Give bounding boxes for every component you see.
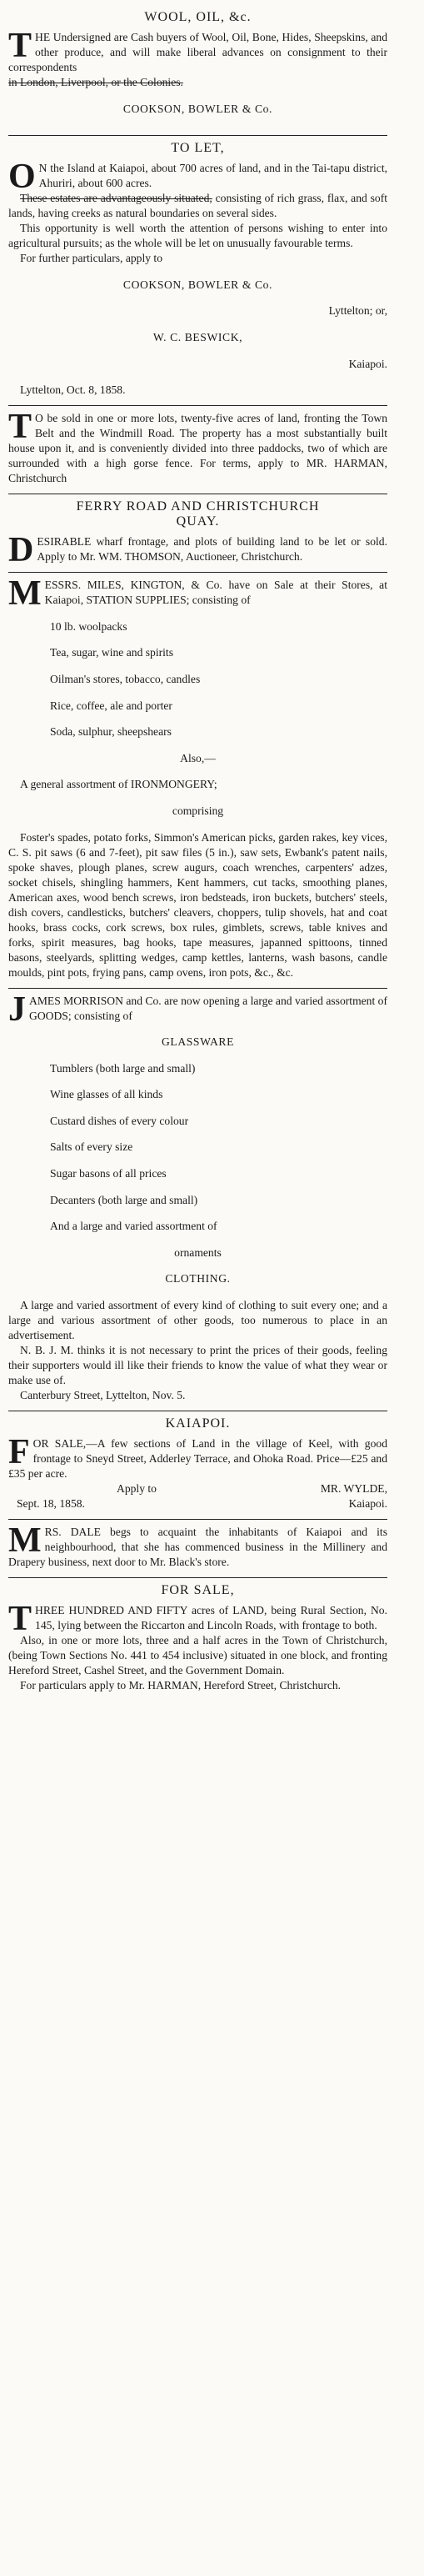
divider (8, 1519, 387, 1520)
divider (8, 1577, 387, 1578)
list-item: ornaments (174, 1245, 222, 1259)
ad-date: Sept. 18, 1858. (17, 1497, 85, 1511)
ad-body: Foster's spades, potato forks, Simmon's American picks, garden rakes, key vices, C. S. pit saws (6 and 7-feet), pit saw files (5 in.), saw sets, Ewbank's patent nails, spoke shaves, plough planes, screw augurs, coach wrenches, carpenters' adzes, socket chisels, shingling hammers, Kent hammers, cut tacks, smoothing planes, American axes, wood bench screws, iron bedsteads, iron buckets, butchers' steels, dish covers, candlesticks, butchers' cleavers, choppers, tulip shovels, hat and coat hooks, brass cocks, cork screws, box rules, gimblets, screws, table knives and forks, spirit measures, bag hooks, tape measures, japanned spittoons, tinned basons, steelyards, splitting wedges, camp kettles, lanterns, wash basons, candle moulds, pint pots, frying pans, camp ovens, iron pots, &c., &c. (8, 830, 387, 979)
ad-land-for-sale (8, 408, 387, 489)
ad-body: A large and varied assortment of every kind of clothing to suit every one; and a large and various assortment of other goods, too numerous to place in an advertisement. (8, 1299, 387, 1342)
list-item: Tumblers (both large and small) (50, 1061, 196, 1075)
ad-signature: W. C. BESWICK, (152, 330, 243, 343)
ad-intro: JAMES MORRISON and Co. are now opening a large and varied assortment of GOODS; consisting of (8, 990, 387, 1029)
list-item: Wine glasses of all kinds (50, 1088, 163, 1101)
ad-heading: KAIAPOI. (165, 1416, 231, 1431)
ad-struck-line: in London, Liverpool, or the Colonies. (8, 76, 183, 88)
ad-signature-place: Lyttelton; or, (328, 304, 387, 318)
ad-signature: MR. WYLDE, (320, 1482, 387, 1496)
ad-body-text: consisting of rich grass, flax, and soft lands, having creeks as natural boundaries on several sides. (8, 192, 387, 220)
list-item: Sugar basons of all prices (50, 1167, 167, 1180)
list-item: Oilman's stores, tobacco, candles (50, 672, 201, 685)
ad-ferry-road (8, 499, 387, 570)
ad-apply: Apply to (117, 1482, 157, 1496)
ad-body: FOR SALE,—A few sections of Land in the village of Keel, with good frontage to Sneyd Street, Adderley Terrace, and Ohoka Road. Price—£25 and £35 per acre. (8, 1433, 387, 1481)
ad-body: ON the Island at Kaiapoi, about 700 acres of land, and in the Tai-tapu district, Ahuriri, about 600 acres. (8, 158, 387, 197)
ad-heading: FOR SALE, (161, 1583, 235, 1598)
ad-date: Lyttelton, Oct. 8, 1858. (20, 383, 126, 397)
ad-miles-kington (8, 574, 387, 982)
ad-body: THE Undersigned are Cash buyers of Wool, Oil, Bone, Hides, Sheepskins, and other produce, and will make liberal advances on consignment to their correspondents (8, 27, 387, 73)
divider (8, 135, 387, 136)
ad-body: Also, in one or more lots, three and a half acres in the Town of Christchurch, (being Town Sections No. 441 to 454 inclusive) situated in one block, and fronting Hereford Street, Cashel Street, and the Government Domain. (8, 1634, 387, 1677)
ad-intro: MESSRS. MILES, KINGTON, & Co. have on Sale at their Stores, at Kaiapoi, STATION SUPPLIES; consisting of (8, 574, 387, 614)
ad-kaiapoi (8, 1416, 387, 1514)
ad-to-let (8, 141, 387, 400)
list-item: And a large and varied assortment of (50, 1220, 217, 1233)
ad-body: MRS. DALE begs to acquaint the inhabitants of Kaiapoi and its neighbourhood, that she has commenced business in the Millinery and Drapery business, next door to Mr. Black's store. (8, 1521, 387, 1569)
ad-date-line (8, 1496, 387, 1511)
divider (8, 988, 387, 989)
ad-body: For particulars apply to Mr. HARMAN, Hereford Street, Christchurch. (20, 1679, 342, 1692)
ad-apply: For further particulars, apply to (20, 252, 163, 265)
ad-signature-place: Kaiapoi. (348, 1497, 387, 1511)
ad-heading: WOOL, OIL, &c. (144, 10, 252, 24)
ad-body: A general assortment of IRONMONGERY; (20, 778, 217, 791)
ad-body: DESIRABLE wharf frontage, and plots of building land to be let or sold. Apply to Mr. WM. THOMSON, Auctioneer, Christchurch. (8, 531, 387, 570)
advertisement-column (8, 5, 387, 1696)
list-item: Soda, sulphur, sheepshears (50, 725, 172, 739)
list-item: 10 lb. woolpacks (50, 619, 127, 633)
ad-body: THREE HUNDRED AND FIFTY acres of LAND, being Rural Section, No. 145, lying between the Riccarton and Lincoln Roads, with frontage to both. (8, 1600, 387, 1639)
ad-body: This opportunity is well worth the attention of persons wishing to enter into agricultural pursuits; as the whole will be let on unusually favourable terms. (8, 222, 387, 250)
ad-james-morrison (8, 990, 387, 1406)
list-item: Decanters (both large and small) (50, 1193, 198, 1206)
ad-body: TO be sold in one or more lots, twenty-five acres of land, fronting the Town Belt and the Windmill Road. The property has a most substantially built house upon it, and is conveniently divided into three paddocks, two of which are surrounded with a high gorse fence. For terms, apply to MR. HARMAN, Christchurch (8, 408, 387, 485)
ad-subheading: Also,— (180, 751, 216, 764)
ad-body (8, 191, 387, 221)
list-item: Custard dishes of every colour (50, 1114, 189, 1127)
ad-heading: QUAY. (176, 514, 220, 529)
ad-signature-place: Kaiapoi. (348, 357, 387, 370)
list-item: Rice, coffee, ale and porter (50, 699, 172, 712)
ad-apply-line (8, 1481, 387, 1496)
ad-heading: FERRY ROAD AND CHRISTCHURCH (76, 499, 320, 514)
ad-date: Canterbury Street, Lyttelton, Nov. 5. (20, 1389, 186, 1402)
list-item: Tea, sugar, wine and spirits (50, 646, 173, 659)
divider (8, 572, 387, 573)
ad-struck-text: These estates are advantageously situated, (20, 192, 212, 205)
ad-heading: TO LET, (171, 141, 225, 156)
divider (8, 405, 387, 406)
list-item: Salts of every size (50, 1140, 133, 1154)
ad-subheading: GLASSWARE (162, 1035, 234, 1049)
ad-signature: COOKSON, BOWLER & Co. (122, 102, 273, 115)
ad-wool-oil (8, 10, 387, 130)
ad-subheading: comprising (172, 804, 224, 817)
ad-subheading: CLOTHING. (165, 1272, 231, 1285)
ad-mrs-dale (8, 1521, 387, 1572)
ad-body: N. B. J. M. thinks it is not necessary to print the prices of their goods, feeling their supporters would ill like their friends to know the value of what they wear or make use of. (8, 1344, 387, 1387)
ad-for-sale (8, 1583, 387, 1696)
ad-signature: COOKSON, BOWLER & Co. (122, 278, 273, 291)
